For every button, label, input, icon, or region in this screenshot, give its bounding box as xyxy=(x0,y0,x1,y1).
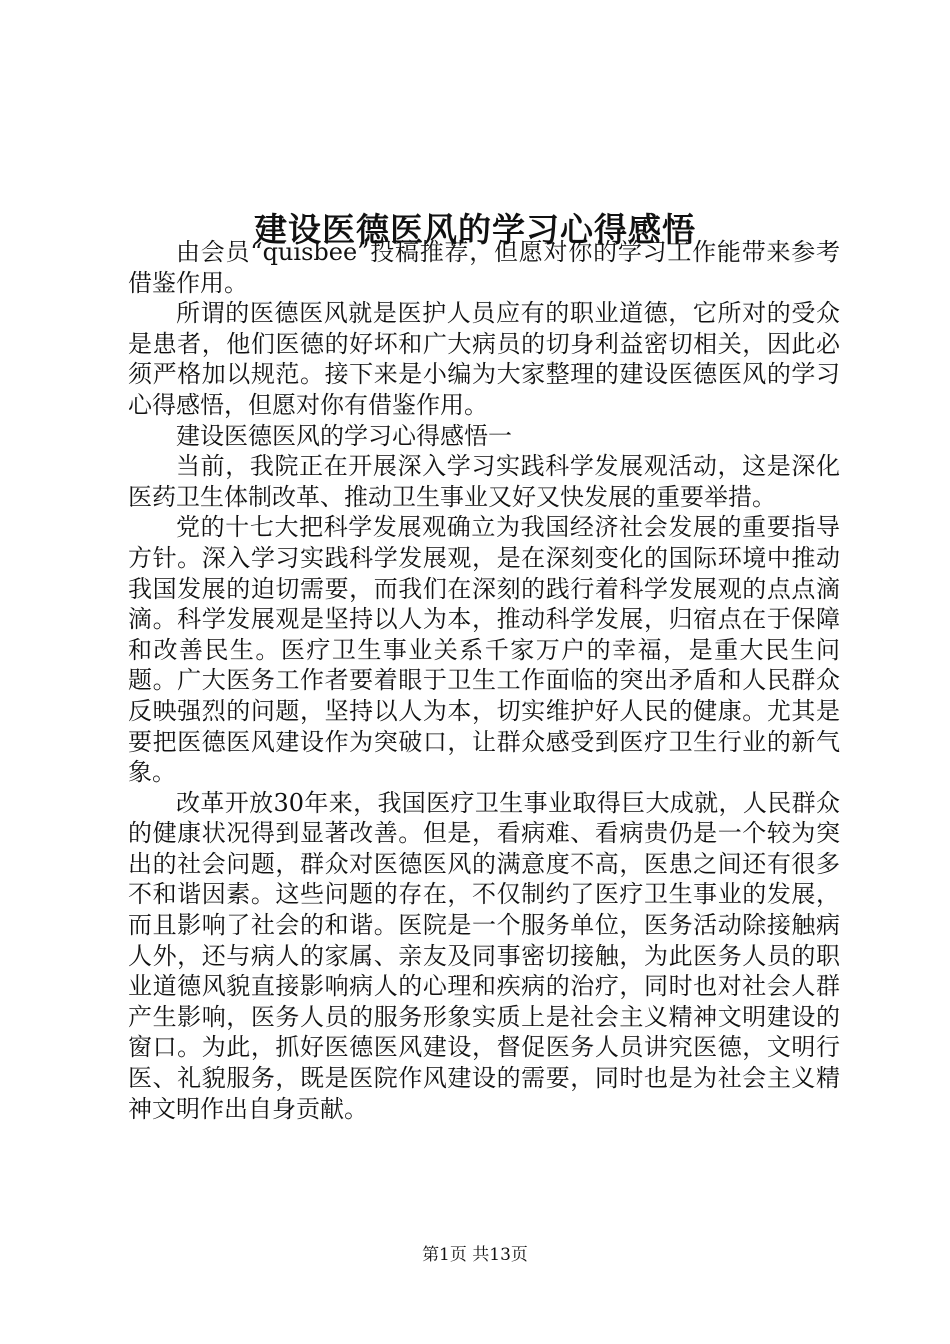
paragraph-current: 当前，我院正在开展深入学习实践科学发展观活动，这是深化医药卫生体制改革、推动卫生事业又好又快发展的重要举措。 xyxy=(128,452,840,511)
paragraph-intro: 由会员“quisbee”投稿推荐，但愿对你的学习工作能带来参考借鉴作用。 xyxy=(128,238,840,297)
page-footer: 第1页 共13页 xyxy=(422,1245,528,1265)
document-title: 建设医德医风的学习心得感悟 xyxy=(254,210,696,250)
paragraph-definition: 所谓的医德医风就是医护人员应有的职业道德，它所对的受众是患者，他们医德的好坏和广大病员的切身利益密切相关，因此必须严格加以规范。接下来是小编为大家整理的建设医德医风的学习心得感悟，但愿对你有借鉴作用。 xyxy=(128,299,840,419)
document-body xyxy=(128,237,840,1124)
paragraph-reform: 改革开放30年来，我国医疗卫生事业取得巨大成就，人民群众的健康状况得到显著改善。但是，看病难、看病贵仍是一个较为突出的社会问题，群众对医德医风的满意度不高，医患之间还有很多不和谐因素。这些问题的存在，不仅制约了医疗卫生事业的发展，而且影响了社会的和谐。医院是一个服务单位，医务活动除接触病人外，还与病人的家属、亲友及同事密切接触，为此医务人员的职业道德风貌直接影响病人的心理和疾病的治疗，同时也对社会人群产生影响，医务人员的服务形象实质上是社会主义精神文明建设的窗口。为此，抓好医德医风建设，督促医务人员讲究医德，文明行医、礼貌服务，既是医院作风建设的需要，同时也是为社会主义精神文明作出自身贡献。 xyxy=(128,788,840,1123)
paragraph-scientific-development: 党的十七大把科学发展观确立为我国经济社会发展的重要指导方针。深入学习实践科学发展观，是在深刻变化的国际环境中推动我国发展的迫切需要，而我们在深刻的践行着科学发展观的点点滴滴。科学发展观是坚持以人为本，推动科学发展，归宿点在于保障和改善民生。医疗卫生事业关系千家万户的幸福，是重大民生问题。广大医务工作者要着眼于卫生工作面临的突出矛盾和人民群众反映强烈的问题，坚持以人为本，切实维护好人民的健康。尤其是要把医德医风建设作为突破口，让群众感受到医疗卫生行业的新气象。 xyxy=(128,513,840,787)
section-heading: 建设医德医风的学习心得感悟一 xyxy=(176,421,512,450)
